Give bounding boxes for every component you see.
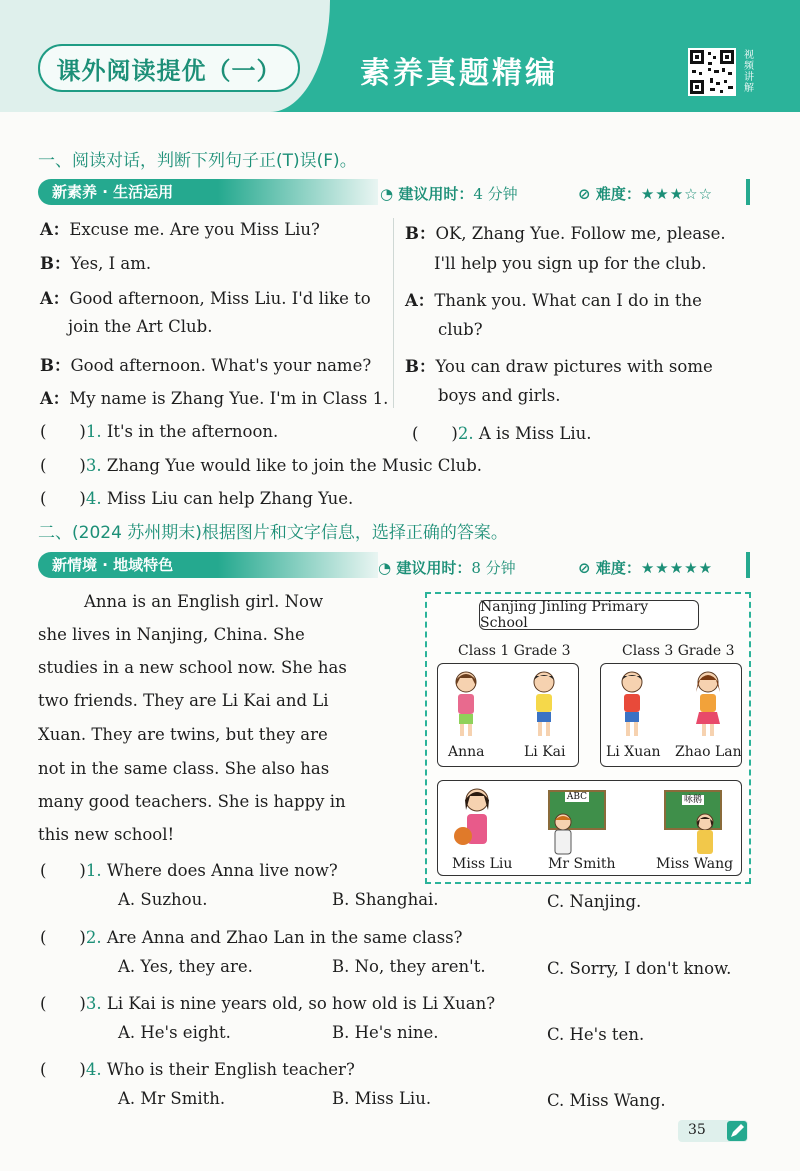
dialogue-line: A：My name is Zhang Yue. I'm in Class 1. — [40, 389, 389, 408]
tf-question[interactable]: ( )2. A is Miss Liu. — [412, 424, 592, 443]
mc-option[interactable]: A. Suzhou. — [118, 890, 208, 909]
teacher-name-miss-liu: Miss Liu — [452, 856, 513, 872]
section2-tag: 新情境 · 地域特色 — [38, 552, 218, 578]
section2-band — [218, 552, 378, 578]
class-a-label: Class 1 Grade 3 — [458, 643, 571, 659]
mc-option[interactable]: B. Shanghai. — [332, 890, 439, 909]
passage-line: many good teachers. She is happy in — [38, 792, 346, 811]
passage-line: studies in a new school now. She has — [38, 658, 347, 677]
dialogue-line: B：OK, Zhang Yue. Follow me, please. — [405, 224, 726, 243]
kid-name-li-xuan: Li Xuan — [606, 744, 661, 760]
li-xuan-figure-icon — [614, 668, 650, 740]
difficulty-stars: ★★★☆☆ — [640, 185, 714, 203]
mc-question[interactable]: ( )2. Are Anna and Zhao Lan in the same class? — [40, 928, 463, 947]
mc-option[interactable]: C. He's ten. — [547, 1025, 645, 1044]
check-circle-icon: ⊘ — [578, 185, 591, 203]
passage-line: not in the same class. She also has — [38, 759, 330, 778]
school-name-sign: Nanjing Jinling Primary School — [479, 600, 699, 630]
passage-line: Anna is an English girl. Now — [84, 592, 324, 611]
chalkboard-abc: ABC — [548, 790, 606, 830]
page-number: 35 — [688, 1122, 706, 1138]
mc-option[interactable]: C. Miss Wang. — [547, 1091, 666, 1110]
anna-figure-icon — [448, 668, 484, 740]
mc-question[interactable]: ( )3. Li Kai is nine years old, so how old is Li Xuan? — [40, 994, 496, 1013]
dialogue-line: A：Good afternoon, Miss Liu. I'd like to — [40, 289, 371, 308]
teacher-name-mr-smith: Mr Smith — [548, 856, 616, 872]
header-label: 课外阅读提优（一） — [38, 44, 300, 92]
section1-time: ◔ 建议用时：4 分钟 — [380, 185, 518, 203]
dialogue-line: B：Good afternoon. What's your name? — [40, 356, 372, 375]
tf-question[interactable]: ( )1. It's in the afternoon. — [40, 422, 279, 441]
mc-option[interactable]: B. He's nine. — [332, 1023, 439, 1042]
clock-icon: ◔ — [380, 185, 394, 203]
dialogue-line: B：You can draw pictures with some — [405, 357, 713, 376]
mc-question[interactable]: ( )1. Where does Anna live now? — [40, 861, 338, 880]
teacher-name-miss-wang: Miss Wang — [656, 856, 734, 872]
mc-option[interactable]: B. No, they aren't. — [332, 957, 486, 976]
miss-wang-figure-icon — [690, 812, 720, 856]
dialogue-line-cont: join the Art Club. — [68, 317, 213, 336]
pencil-icon — [727, 1121, 747, 1141]
page-title: 素养真题精编 — [360, 56, 558, 91]
passage-line: Xuan. They are twins, but they are — [38, 725, 328, 744]
tf-question[interactable]: ( )3. Zhang Yue would like to join the Music Club. — [40, 456, 483, 475]
section1-heading: 一、阅读对话，判断下列句子正(T)误(F)。 — [38, 151, 357, 171]
qr-label: 视频讲解 — [744, 50, 754, 94]
dialogue-line: B：Yes, I am. — [40, 254, 152, 273]
mc-option[interactable]: A. He's eight. — [118, 1023, 231, 1042]
dialogue-divider — [393, 218, 394, 408]
kid-name-li-kai: Li Kai — [524, 744, 566, 760]
zhao-lan-figure-icon — [690, 668, 726, 740]
section2-difficulty: ⊘ 难度：★★★★★ — [578, 559, 714, 577]
clock-icon: ◔ — [378, 559, 392, 577]
passage-line: two friends. They are Li Kai and Li — [38, 691, 329, 710]
dialogue-line: A：Excuse me. Are you Miss Liu? — [40, 220, 320, 239]
section2-time: ◔ 建议用时：8 分钟 — [378, 559, 516, 577]
section1-edge-bar — [746, 179, 750, 205]
kid-name-anna: Anna — [448, 744, 485, 760]
section1-tag: 新素养 · 生活运用 — [38, 179, 218, 205]
mc-option[interactable]: C. Nanjing. — [547, 892, 642, 911]
dialogue-line-cont: I'll help you sign up for the club. — [434, 254, 707, 273]
class-b-label: Class 3 Grade 3 — [622, 643, 735, 659]
mc-question[interactable]: ( )4. Who is their English teacher? — [40, 1060, 355, 1079]
qr-code-icon[interactable] — [688, 48, 736, 96]
dialogue-line-cont: club? — [438, 320, 483, 339]
passage-line: this new school! — [38, 825, 175, 844]
mc-option[interactable]: C. Sorry, I don't know. — [547, 959, 732, 978]
mr-smith-figure-icon — [548, 812, 578, 856]
section1-difficulty: ⊘ 难度：★★★☆☆ — [578, 185, 714, 203]
kid-name-zhao-lan: Zhao Lan — [675, 744, 742, 760]
li-kai-figure-icon — [526, 668, 562, 740]
chalkboard-poem: 咏鹅 — [664, 790, 722, 830]
mc-option[interactable]: A. Yes, they are. — [118, 957, 253, 976]
mc-option[interactable]: A. Mr Smith. — [118, 1089, 226, 1108]
dialogue-line: A：Thank you. What can I do in the — [405, 291, 702, 310]
section1-band — [218, 179, 378, 205]
tf-question[interactable]: ( )4. Miss Liu can help Zhang Yue. — [40, 489, 354, 508]
check-circle-icon: ⊘ — [578, 559, 591, 577]
passage-line: she lives in Nanjing, China. She — [38, 625, 305, 644]
mc-option[interactable]: B. Miss Liu. — [332, 1089, 432, 1108]
miss-liu-figure-icon — [452, 784, 502, 854]
section2-heading: 二、(2024 苏州期末)根据图片和文字信息，选择正确的答案。 — [38, 523, 508, 543]
difficulty-stars: ★★★★★ — [640, 559, 714, 577]
dialogue-line-cont: boys and girls. — [438, 386, 561, 405]
section2-edge-bar — [746, 552, 750, 578]
